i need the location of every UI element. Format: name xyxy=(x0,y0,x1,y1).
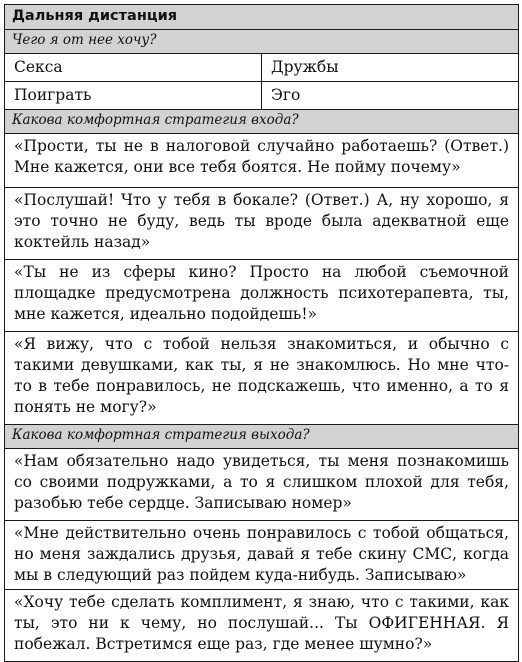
entry-heading: Какова комфортная стратегия входа? xyxy=(5,110,519,134)
option-cell: Дружбы xyxy=(262,54,519,82)
option-cell: Поиграть xyxy=(5,82,262,110)
entry-line: «Послушай! Что у тебя в бокале? (Ответ.) А, ну хорошо, я это точно не буду, ведь ты вроде была адекватной еще коктейль назад» xyxy=(5,188,519,260)
exit-line: «Нам обязательно надо увидеться, ты меня познакомишь со своими подружками, а то я слишком плохой для тебя, разобью тебе сердце. Записываю номер» xyxy=(5,449,519,521)
entry-line: «Ты не из сферы кино? Просто на любой съемочной площадке предусмотрена должность психотерапевта, ты, мне кажется, идеально подойдешь!» xyxy=(5,260,519,332)
entry-line: «Я вижу, что с тобой нельзя знакомиться, и обычно с такими девушками, как ты, я не знакомлюсь. Но мне что-то в тебе понравилось, не подскажешь, что именно, а то я понять не могу?» xyxy=(5,332,519,425)
exit-line: «Хочу тебе сделать комплимент, я знаю, что с такими, как ты, это ни к чему, но послушай... Ты ОФИГЕННАЯ. Я побежал. Встретимся еще раз, где менее шумно?» xyxy=(5,590,519,662)
exit-line: «Мне действительно очень понравилось с тобой общаться, но меня заждались друзья, давай я тебе скину СМС, когда мы в следующий раз пойдем куда-нибудь. Записываю» xyxy=(5,521,519,590)
option-cell: Эго xyxy=(262,82,519,110)
exit-heading: Какова комфортная стратегия выхода? xyxy=(5,425,519,449)
entry-line: «Прости, ты не в налоговой случайно работаешь? (Ответ.) Мне кажется, они все тебя боятся. Не пойму почему» xyxy=(5,134,519,188)
strategy-table xyxy=(4,4,519,662)
table-title: Дальняя дистанция xyxy=(5,5,519,30)
option-cell: Секса xyxy=(5,54,262,82)
wants-heading: Чего я от нее хочу? xyxy=(5,30,519,54)
